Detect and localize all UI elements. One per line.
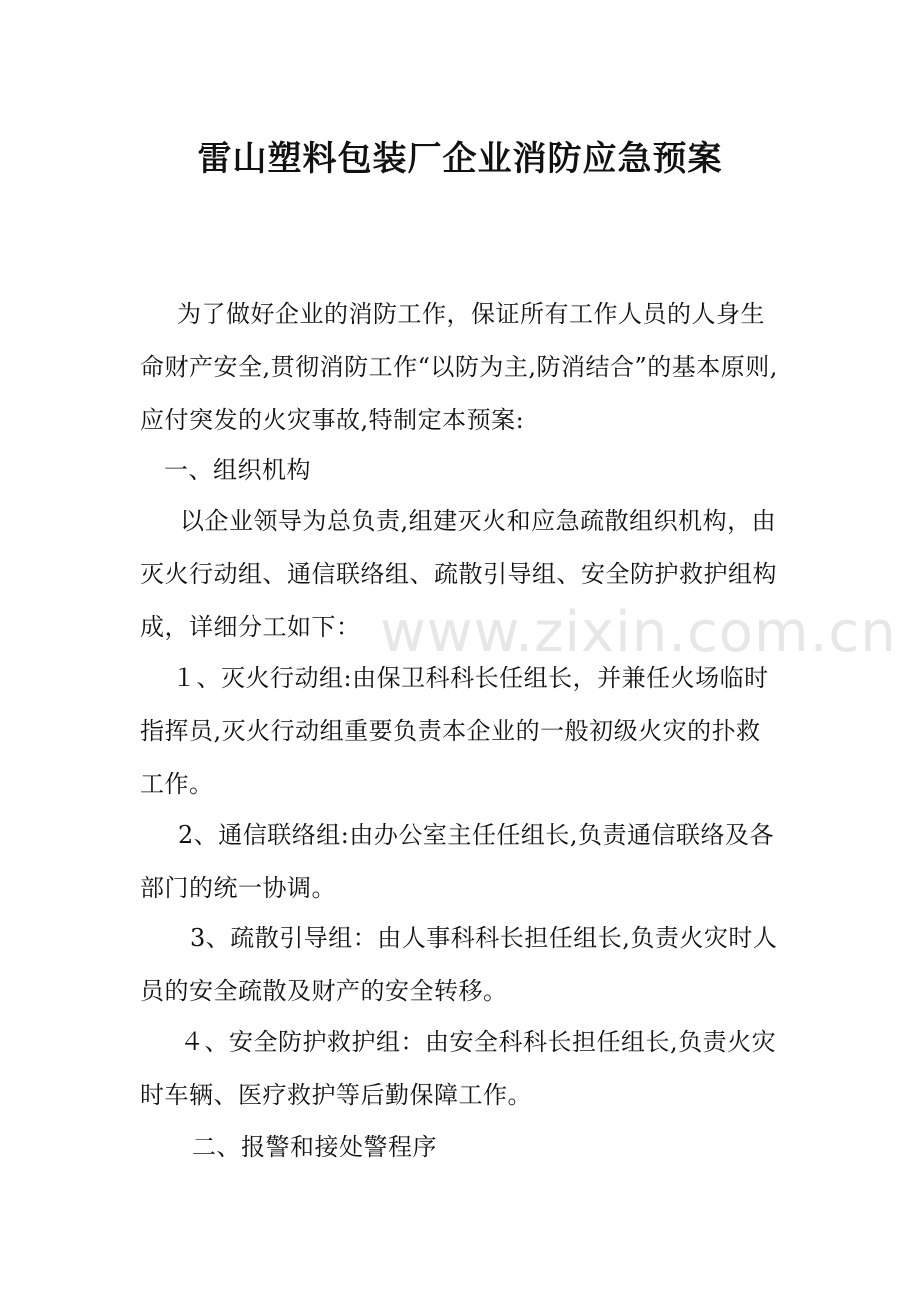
list-item-firefighting-team: １、灭火行动组:由保卫科科长任组长，并兼任火场临时指挥员,灭火行动组重要负责本企业的一般初级火灾的扑救工作。	[140, 664, 769, 798]
list-item-evacuation-team: 3、疏散引导组：由人事科科长担任组长,负责火灾时人员的安全疏散及财产的安全转移。	[140, 924, 778, 1005]
list-item-communication-team: 2、通信联络组:由办公室主任任组长,负责通信联络及各部门的统一协调。	[140, 821, 774, 902]
section-heading-organization: 一、组织机构	[164, 456, 311, 484]
watermark: www.zixin.com.cn	[380, 600, 897, 665]
organization-paragraph: 以企业领导为总负责,组建灭火和应急疏散组织机构，由灭火行动组、通信联络组、疏散引导组、安全防护救护组构成，详细分工如下：	[140, 507, 777, 641]
list-item-rescue-team: ４、安全防护救护组：由安全科科长担任组长,负责火灾时车辆、医疗救护等后勤保障工作。	[140, 1028, 777, 1109]
section-heading-alarm-procedure: 二、报警和接处警程序	[192, 1133, 437, 1161]
document-title: 雷山塑料包装厂企业消防应急预案	[197, 139, 723, 179]
intro-paragraph: 为了做好企业的消防工作，保证所有工作人员的人身生命财产安全,贯彻消防工作“以防为主,防消结合”的基本原则,应付突发的火灾事故,特制定本预案:	[140, 300, 778, 434]
